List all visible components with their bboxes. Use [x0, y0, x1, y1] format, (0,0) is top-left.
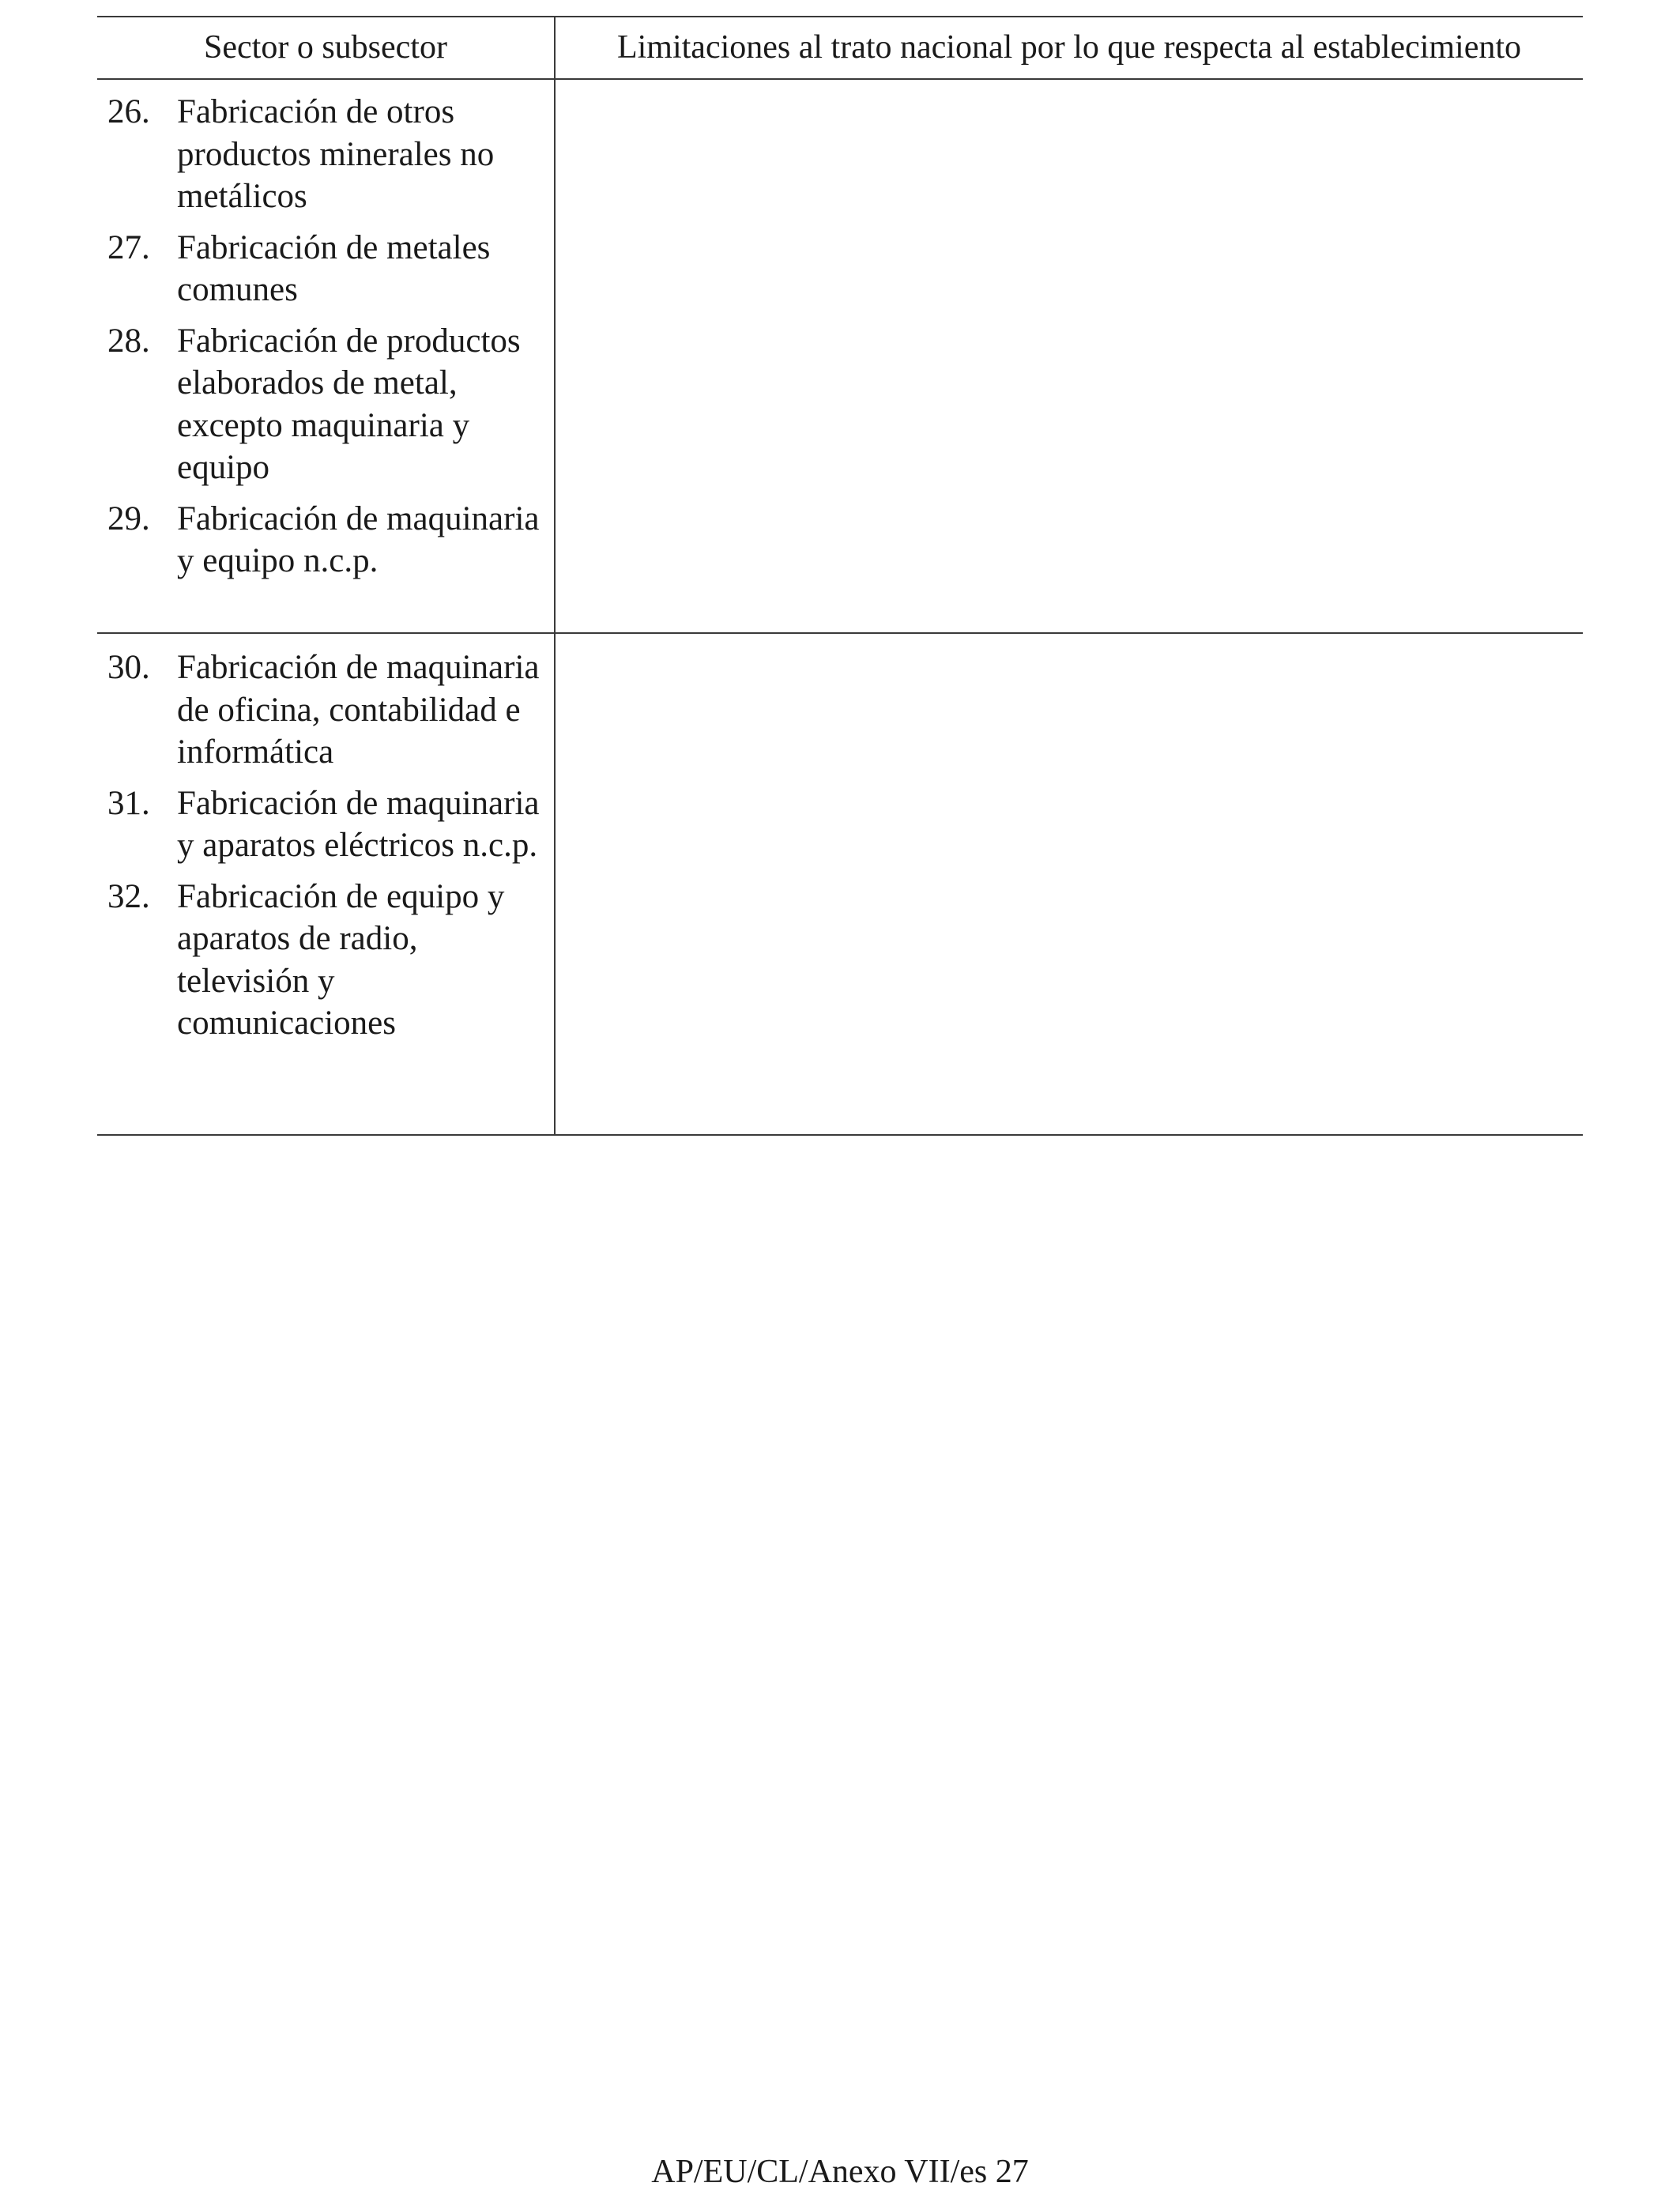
header-limitations: Limitaciones al trato nacional por lo que respecta al establecimiento — [555, 17, 1583, 79]
sector-number: 30. — [107, 649, 150, 686]
sector-list — [97, 80, 554, 582]
sector-number: 29. — [107, 499, 150, 537]
sector-number: 28. — [107, 322, 150, 360]
sector-cell — [97, 633, 555, 1135]
sector-name: Fabricación de maquinaria de oficina, contabilidad e informática — [177, 649, 540, 771]
sector-name: Fabricación de productos elaborados de metal, excepto maquinaria y equipo — [177, 322, 521, 486]
list-item — [97, 498, 554, 582]
limitations-cell — [555, 633, 1583, 1135]
limitations-cell — [555, 79, 1583, 633]
list-item — [97, 782, 554, 867]
list-item — [97, 227, 554, 311]
page-footer-reference: AP/EU/CL/Anexo VII/es 27 — [651, 2154, 1029, 2190]
sector-number: 31. — [107, 784, 150, 822]
sector-number: 26. — [107, 93, 150, 130]
sector-name: Fabricación de otros productos minerales no metálicos — [177, 93, 495, 215]
sector-list — [97, 634, 554, 1045]
sector-number: 32. — [107, 877, 150, 915]
sector-name: Fabricación de equipo y aparatos de radio, televisión y comunicaciones — [177, 877, 505, 1042]
schedule-table — [97, 16, 1583, 1136]
sector-number: 27. — [107, 228, 150, 266]
table-row — [97, 79, 1583, 633]
list-item — [97, 647, 554, 774]
list-item — [97, 320, 554, 489]
sector-name: Fabricación de maquinaria y equipo n.c.p. — [177, 499, 540, 579]
header-row — [97, 17, 1583, 79]
list-item — [97, 91, 554, 218]
sector-cell — [97, 79, 555, 633]
sector-name: Fabricación de metales comunes — [177, 228, 491, 308]
table-row — [97, 633, 1583, 1135]
sector-name: Fabricación de maquinaria y aparatos eléctricos n.c.p. — [177, 784, 540, 864]
list-item — [97, 876, 554, 1045]
header-sector: Sector o subsector — [97, 17, 555, 79]
